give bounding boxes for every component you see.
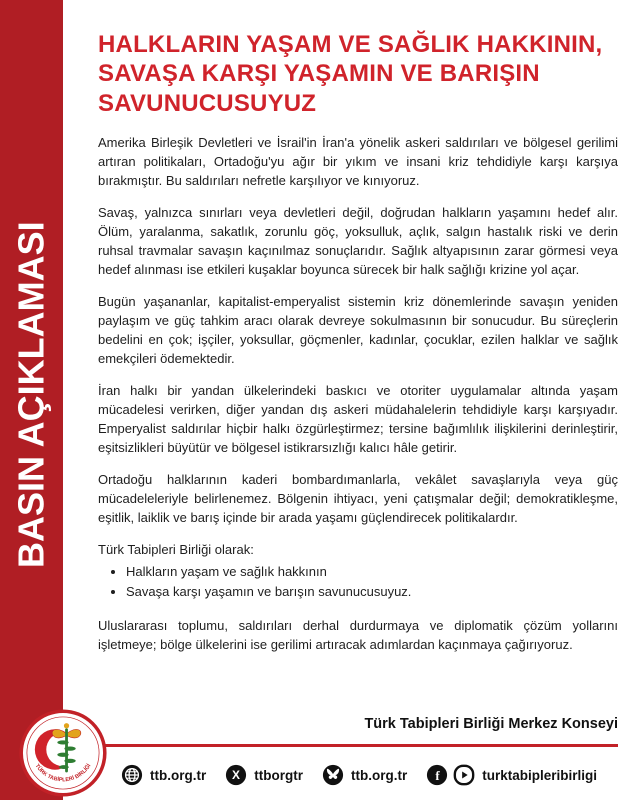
logo-ring-text: TÜRK TABİPLERİ BİRLİĞİ — [33, 763, 93, 784]
signature: Türk Tabipleri Birliği Merkez Konseyi — [364, 716, 618, 732]
list-item: • Savaşa karşı yaşamın ve barışın savunucusuyuz. — [126, 582, 618, 602]
youtube-icon — [453, 764, 475, 786]
social-links-row — [100, 756, 618, 794]
content-area — [63, 0, 640, 800]
facebook-youtube-handle: turktabipleribirligi — [482, 767, 597, 783]
bluesky-icon — [322, 764, 344, 786]
paragraph: Bugün yaşananlar, kapitalist-emperyalist sistemin kriz dönemlerinde savaşın yeniden paylaşım ve güç tahkim aracı olarak devreye sokulmasının bir sonucudur. Bu süreçlerin bedelini en çok; işçiler, yoksullar, göçmenler, kadınlar, çocuklar, ezilen halklar ve sağlık emekçileri ödemektedir. — [98, 293, 618, 366]
list-intro: Türk Tabipleri Birliği olarak: — [98, 541, 254, 557]
closing-paragraph: Uluslararası toplumu, saldırıları derhal durdurmaya ve diplomatik çözüm yollarını işletmeye; bölge ülkelerini ise gerilimi artıracak adımlardan kaçınmaya çağırıyoruz. — [98, 617, 618, 652]
globe-icon — [121, 764, 143, 786]
website-handle: ttb.org.tr — [150, 767, 207, 783]
x-handle: ttborgtr — [254, 767, 303, 783]
bluesky-handle: ttb.org.tr — [350, 767, 408, 783]
red-divider — [100, 744, 618, 747]
sidebar — [0, 0, 63, 800]
paragraph: Ortadoğu halklarının kaderi bombardımanlarla, vekâlet savaşlarıyla veya güç mücadeleleriyle belirlenemez. Bölgenin ihtiyacı, yeni çatışmalar değil; demokratikleşme, eşitlik, laiklik ve barış içinde bir arada yaşamı güçlendirecek politikalardır. — [98, 471, 618, 525]
facebook-youtube-link[interactable] — [426, 764, 597, 786]
x-twitter-link[interactable] — [225, 764, 303, 786]
declaration-list — [98, 562, 618, 602]
page-title: HALKLARIN YAŞAM VE SAĞLIK HAKKININ, SAVAŞA KARŞI YAŞAMIN VE BARIŞIN SAVUNUCUSUYUZ — [98, 31, 603, 117]
list-item: • Halkların yaşam ve sağlık hakkının — [126, 562, 618, 582]
x-icon — [225, 764, 247, 786]
document-type-banner: BASIN AÇIKLAMASI — [10, 221, 52, 569]
svg-text:X: X — [232, 768, 241, 783]
facebook-youtube-icons — [426, 764, 475, 786]
facebook-icon — [426, 764, 448, 786]
svg-text:f: f — [435, 769, 440, 784]
paragraph: Amerika Birleşik Devletleri ve İsrail'in İran'a yönelik askeri saldırıları ve bölgesel gerilimi artıran politikaları, Ortadoğu'yu ağır bir yıkım ve insani kriz tehdidiyle karşı karşıya bırakmıştır. Bu saldırıları nefretle karşılıyor ve kınıyoruz. — [98, 134, 618, 188]
paragraph: İran halkı bir yandan ülkelerindeki baskıcı ve otoriter uygulamalar altında yaşam mücadelesi verirken, diğer yandan dış askeri müdahalelerin tehdidiyle karşı karşıyadır. Emperyalist saldırılar hiçbir halkı özgürleştirmez; tersine bağımlılık ilişkilerini derinleştirir, eşitsizlikleri büyütür ve bölgesel istikrarsızlığı kalıcı hâle getirir. — [98, 382, 618, 455]
bluesky-link[interactable] — [322, 764, 407, 786]
paragraph: Savaş, yalnızca sınırları veya devletleri değil, doğrudan halkların yaşamını hedef alır. Ölüm, yaralanma, sakatlık, zorunlu göç, yoksulluk, açlık, salgın hastalık riski ve derin ruhsal travmalar savaşın kaçınılmaz sonuçlarıdır. Sağlık altyapısının zarar görmesi veya hedef alınması ise etkileri kuşaklar boyunca sürecek bir halk sağlığı krizine yol açar. — [98, 204, 618, 277]
ttb-logo — [19, 709, 107, 797]
website-link[interactable] — [121, 764, 206, 786]
